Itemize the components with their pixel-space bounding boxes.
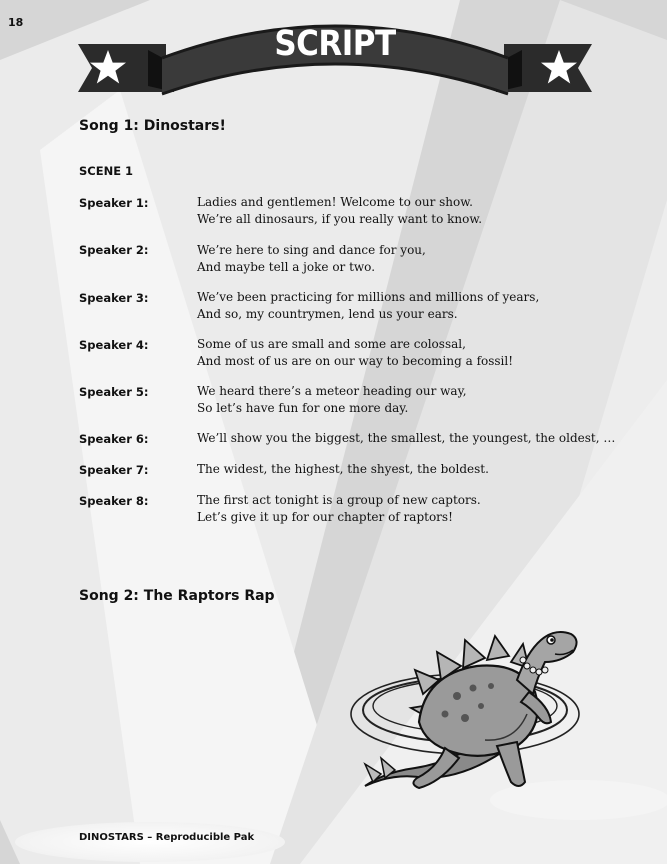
speaker-name: Speaker 4: <box>79 338 149 352</box>
speaker-name: Speaker 5: <box>79 385 149 399</box>
banner-title: SCRIPT <box>274 23 396 65</box>
scene-heading: SCENE 1 <box>79 164 134 178</box>
speaker-line: We’ve been practicing for millions and millions of years, <box>197 290 540 304</box>
speaker-line: And most of us are on our way to becoming a fossil! <box>197 354 514 368</box>
speaker-name: Speaker 2: <box>79 243 149 257</box>
speaker-line: We heard there’s a meteor heading our way, <box>197 384 467 398</box>
speaker-name: Speaker 7: <box>79 463 149 477</box>
speaker-name: Speaker 8: <box>79 494 149 508</box>
speaker-name: Speaker 6: <box>79 432 149 446</box>
speaker-line: We’re here to sing and dance for you, <box>197 243 426 257</box>
speaker-name: Speaker 3: <box>79 291 149 305</box>
speaker-name: Speaker 1: <box>79 196 149 210</box>
speaker-line: Ladies and gentlemen! Welcome to our show. <box>197 195 473 209</box>
song-2-title: Song 2: The Raptors Rap <box>79 588 275 604</box>
song-1-title: Song 1: Dinostars! <box>79 118 226 134</box>
speaker-line: Let’s give it up for our chapter of raptors! <box>197 510 453 524</box>
speaker-line: We’ll show you the biggest, the smallest, the youngest, the oldest, … <box>197 431 616 445</box>
speaker-line: The widest, the highest, the shyest, the boldest. <box>197 462 489 476</box>
speaker-line: The first act tonight is a group of new captors. <box>197 493 481 507</box>
speaker-line: And so, my countrymen, lend us your ears. <box>197 307 458 321</box>
page-footer: DINOSTARS – Reproducible Pak <box>79 832 255 843</box>
speaker-line: We’re all dinosaurs, if you really want to know. <box>197 212 483 226</box>
page-number: 18 <box>8 16 24 29</box>
speaker-line: And maybe tell a joke or two. <box>197 260 376 274</box>
dinosaur-illustration <box>345 622 595 798</box>
speaker-line: Some of us are small and some are colossal, <box>197 337 466 351</box>
speaker-line: So let’s have fun for one more day. <box>197 401 409 415</box>
